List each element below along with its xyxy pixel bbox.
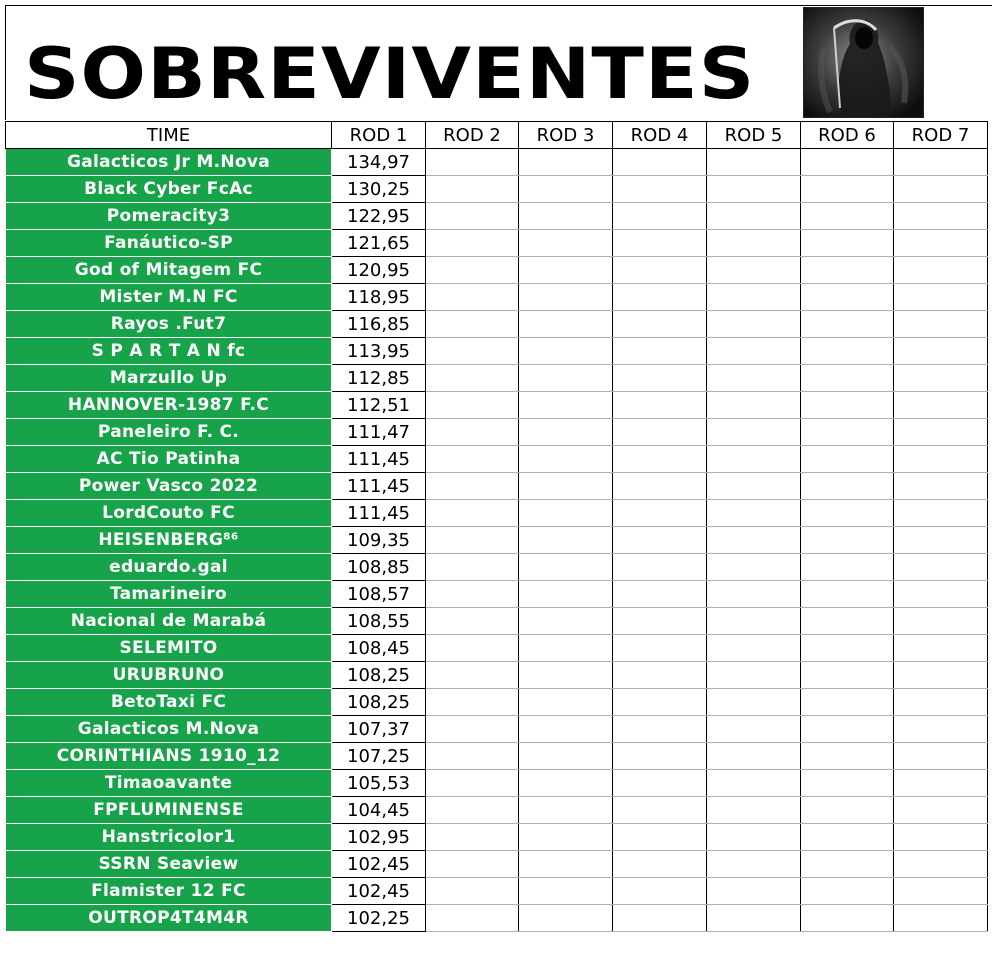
table-row	[6, 365, 988, 392]
grim-reaper-image	[803, 7, 924, 118]
rod4-score-cell[interactable]	[613, 176, 707, 203]
table-row	[6, 770, 988, 797]
rod2-score-cell[interactable]	[426, 635, 519, 662]
rod3-score-cell[interactable]	[519, 446, 613, 473]
rod5-score-cell[interactable]	[707, 716, 801, 743]
rod4-score-cell[interactable]	[613, 608, 707, 635]
rod6-score-cell[interactable]	[801, 608, 894, 635]
rod1-score-cell[interactable]: 112,85	[332, 365, 426, 392]
rod2-score-cell[interactable]	[426, 824, 519, 851]
rod6-score-cell[interactable]	[801, 230, 894, 257]
column-header-time[interactable]: TIME	[6, 122, 332, 149]
rod4-score-cell[interactable]	[613, 554, 707, 581]
rod5-score-cell[interactable]	[707, 419, 801, 446]
rod3-score-cell[interactable]	[519, 770, 613, 797]
rod3-score-cell[interactable]	[519, 500, 613, 527]
rod7-score-cell[interactable]	[894, 905, 988, 932]
standings-table	[5, 121, 988, 932]
team-name-cell[interactable]: Galacticos Jr M.Nova	[6, 149, 332, 176]
rod2-score-cell[interactable]	[426, 851, 519, 878]
rod3-score-cell[interactable]	[519, 203, 613, 230]
table-row	[6, 689, 988, 716]
rod1-score-cell[interactable]: 134,97	[332, 149, 426, 176]
rod3-score-cell[interactable]	[519, 473, 613, 500]
rod7-score-cell[interactable]	[894, 500, 988, 527]
rod5-score-cell[interactable]	[707, 581, 801, 608]
rod5-score-cell[interactable]	[707, 338, 801, 365]
rod5-score-cell[interactable]	[707, 554, 801, 581]
rod4-score-cell[interactable]	[613, 635, 707, 662]
table-row	[6, 230, 988, 257]
rod2-score-cell[interactable]	[426, 608, 519, 635]
column-header-rod-2[interactable]: ROD 2	[426, 122, 519, 149]
rod1-score-cell[interactable]: 116,85	[332, 311, 426, 338]
table-row	[6, 662, 988, 689]
rod2-score-cell[interactable]	[426, 554, 519, 581]
rod2-score-cell[interactable]	[426, 878, 519, 905]
page-title: SOBREVIVENTES	[24, 33, 756, 115]
table-row	[6, 176, 988, 203]
table-row	[6, 878, 988, 905]
rod5-score-cell[interactable]	[707, 527, 801, 554]
table-row	[6, 527, 988, 554]
rod2-score-cell[interactable]	[426, 149, 519, 176]
rod2-score-cell[interactable]	[426, 365, 519, 392]
table-row	[6, 797, 988, 824]
rod7-score-cell[interactable]	[894, 689, 988, 716]
table-row	[6, 419, 988, 446]
rod4-score-cell[interactable]	[613, 662, 707, 689]
rod1-score-cell[interactable]: 102,95	[332, 824, 426, 851]
rod1-score-cell[interactable]: 102,45	[332, 851, 426, 878]
rod6-score-cell[interactable]	[801, 743, 894, 770]
rod2-score-cell[interactable]	[426, 284, 519, 311]
rod2-score-cell[interactable]	[426, 581, 519, 608]
table-row	[6, 392, 988, 419]
rod3-score-cell[interactable]	[519, 419, 613, 446]
rod1-score-cell[interactable]: 102,45	[332, 878, 426, 905]
rod7-score-cell[interactable]	[894, 554, 988, 581]
rod7-score-cell[interactable]	[894, 392, 988, 419]
rod1-score-cell[interactable]: 111,45	[332, 473, 426, 500]
rod2-score-cell[interactable]	[426, 419, 519, 446]
team-name-cell[interactable]: Flamister 12 FC	[6, 878, 332, 905]
team-name-cell[interactable]: Marzullo Up	[6, 365, 332, 392]
rod7-score-cell[interactable]	[894, 635, 988, 662]
rod1-score-cell[interactable]: 108,25	[332, 662, 426, 689]
rod2-score-cell[interactable]	[426, 257, 519, 284]
rod1-score-cell[interactable]: 102,25	[332, 905, 426, 932]
rod2-score-cell[interactable]	[426, 203, 519, 230]
rod4-score-cell[interactable]	[613, 878, 707, 905]
team-name-cell[interactable]: BetoTaxi FC	[6, 689, 332, 716]
rod2-score-cell[interactable]	[426, 392, 519, 419]
rod3-score-cell[interactable]	[519, 230, 613, 257]
rod3-score-cell[interactable]	[519, 581, 613, 608]
rod1-score-cell[interactable]: 111,45	[332, 446, 426, 473]
rod4-score-cell[interactable]	[613, 824, 707, 851]
rod4-score-cell[interactable]	[613, 905, 707, 932]
team-name-cell[interactable]: God of Mitagem FC	[6, 257, 332, 284]
rod1-score-cell[interactable]: 122,95	[332, 203, 426, 230]
team-name-cell[interactable]: HANNOVER-1987 F.C	[6, 392, 332, 419]
team-name-cell[interactable]: S P A R T A N fc	[6, 338, 332, 365]
team-name-cell[interactable]: Tamarineiro	[6, 581, 332, 608]
rod6-score-cell[interactable]	[801, 770, 894, 797]
rod1-score-cell[interactable]: 118,95	[332, 284, 426, 311]
column-header-rod-5[interactable]: ROD 5	[707, 122, 801, 149]
rod6-score-cell[interactable]	[801, 878, 894, 905]
team-name-cell[interactable]: OUTROP4T4M4R	[6, 905, 332, 932]
rod4-score-cell[interactable]	[613, 473, 707, 500]
rod7-score-cell[interactable]	[894, 365, 988, 392]
rod3-score-cell[interactable]	[519, 689, 613, 716]
rod6-score-cell[interactable]	[801, 473, 894, 500]
rod3-score-cell[interactable]	[519, 797, 613, 824]
rod4-score-cell[interactable]	[613, 716, 707, 743]
column-header-rod-1[interactable]: ROD 1	[332, 122, 426, 149]
rod3-score-cell[interactable]	[519, 635, 613, 662]
rod5-score-cell[interactable]	[707, 635, 801, 662]
rod6-score-cell[interactable]	[801, 392, 894, 419]
rod1-score-cell[interactable]: 130,25	[332, 176, 426, 203]
rod4-score-cell[interactable]	[613, 419, 707, 446]
grim-reaper-icon	[804, 8, 924, 118]
team-name-cell[interactable]: eduardo.gal	[6, 554, 332, 581]
rod7-score-cell[interactable]	[894, 311, 988, 338]
rod5-score-cell[interactable]	[707, 851, 801, 878]
team-name-cell[interactable]: Mister M.N FC	[6, 284, 332, 311]
rod6-score-cell[interactable]	[801, 851, 894, 878]
rod1-score-cell[interactable]: 111,47	[332, 419, 426, 446]
rod1-score-cell[interactable]: 107,37	[332, 716, 426, 743]
table-row	[6, 257, 988, 284]
rod2-score-cell[interactable]	[426, 500, 519, 527]
team-name-cell[interactable]: Timaoavante	[6, 770, 332, 797]
rod6-score-cell[interactable]	[801, 662, 894, 689]
table-row	[6, 500, 988, 527]
column-header-rod-3[interactable]: ROD 3	[519, 122, 613, 149]
team-name-cell[interactable]: Black Cyber FcAc	[6, 176, 332, 203]
rod5-score-cell[interactable]	[707, 878, 801, 905]
rod2-score-cell[interactable]	[426, 473, 519, 500]
rod4-score-cell[interactable]	[613, 797, 707, 824]
table-row	[6, 203, 988, 230]
rod1-score-cell[interactable]: 113,95	[332, 338, 426, 365]
table-row	[6, 743, 988, 770]
team-name-cell[interactable]: Fanáutico-SP	[6, 230, 332, 257]
table-row	[6, 608, 988, 635]
table-row	[6, 311, 988, 338]
rod6-score-cell[interactable]	[801, 797, 894, 824]
rod5-score-cell[interactable]	[707, 824, 801, 851]
rod6-score-cell[interactable]	[801, 149, 894, 176]
rod1-score-cell[interactable]: 105,53	[332, 770, 426, 797]
rod7-score-cell[interactable]	[894, 338, 988, 365]
rod4-score-cell[interactable]	[613, 284, 707, 311]
column-header-rod-7[interactable]: ROD 7	[894, 122, 988, 149]
rod5-score-cell[interactable]	[707, 689, 801, 716]
table-row	[6, 284, 988, 311]
rod7-score-cell[interactable]	[894, 662, 988, 689]
rod2-score-cell[interactable]	[426, 230, 519, 257]
team-name-cell[interactable]: LordCouto FC	[6, 500, 332, 527]
rod4-score-cell[interactable]	[613, 581, 707, 608]
rod2-score-cell[interactable]	[426, 338, 519, 365]
rod7-score-cell[interactable]	[894, 446, 988, 473]
rod2-score-cell[interactable]	[426, 797, 519, 824]
rod1-score-cell[interactable]: 108,25	[332, 689, 426, 716]
team-name-cell[interactable]: Galacticos M.Nova	[6, 716, 332, 743]
table-row	[6, 338, 988, 365]
rod6-score-cell[interactable]	[801, 257, 894, 284]
rod5-score-cell[interactable]	[707, 905, 801, 932]
table-row	[6, 554, 988, 581]
table-row	[6, 149, 988, 176]
rod7-score-cell[interactable]	[894, 284, 988, 311]
rod2-score-cell[interactable]	[426, 527, 519, 554]
team-name-cell[interactable]: Hanstricolor1	[6, 824, 332, 851]
rod1-score-cell[interactable]: 108,57	[332, 581, 426, 608]
rod5-score-cell[interactable]	[707, 365, 801, 392]
rod3-score-cell[interactable]	[519, 554, 613, 581]
rod4-score-cell[interactable]	[613, 149, 707, 176]
rod7-score-cell[interactable]	[894, 230, 988, 257]
table-row	[6, 635, 988, 662]
table-row	[6, 716, 988, 743]
rod2-score-cell[interactable]	[426, 446, 519, 473]
rod4-score-cell[interactable]	[613, 689, 707, 716]
rod7-score-cell[interactable]	[894, 581, 988, 608]
rod6-score-cell[interactable]	[801, 581, 894, 608]
team-name-cell[interactable]: Nacional de Marabá	[6, 608, 332, 635]
rod6-score-cell[interactable]	[801, 689, 894, 716]
table-row	[6, 824, 988, 851]
rod4-score-cell[interactable]	[613, 743, 707, 770]
rod7-score-cell[interactable]	[894, 851, 988, 878]
table-row	[6, 446, 988, 473]
rod6-score-cell[interactable]	[801, 635, 894, 662]
rod6-score-cell[interactable]	[801, 284, 894, 311]
rod5-score-cell[interactable]	[707, 797, 801, 824]
rod4-score-cell[interactable]	[613, 446, 707, 473]
rod3-score-cell[interactable]	[519, 392, 613, 419]
rod3-score-cell[interactable]	[519, 176, 613, 203]
rod7-score-cell[interactable]	[894, 797, 988, 824]
rod1-score-cell[interactable]: 108,85	[332, 554, 426, 581]
rod6-score-cell[interactable]	[801, 554, 894, 581]
rod6-score-cell[interactable]	[801, 824, 894, 851]
rod5-score-cell[interactable]	[707, 176, 801, 203]
rod7-score-cell[interactable]	[894, 743, 988, 770]
rod5-score-cell[interactable]	[707, 608, 801, 635]
column-header-rod-4[interactable]: ROD 4	[613, 122, 707, 149]
rod6-score-cell[interactable]	[801, 176, 894, 203]
rod3-score-cell[interactable]	[519, 716, 613, 743]
rod4-score-cell[interactable]	[613, 770, 707, 797]
rod4-score-cell[interactable]	[613, 527, 707, 554]
rod6-score-cell[interactable]	[801, 527, 894, 554]
rod3-score-cell[interactable]	[519, 338, 613, 365]
rod5-score-cell[interactable]	[707, 446, 801, 473]
rod7-score-cell[interactable]	[894, 527, 988, 554]
rod7-score-cell[interactable]	[894, 473, 988, 500]
rod7-score-cell[interactable]	[894, 770, 988, 797]
rod7-score-cell[interactable]	[894, 608, 988, 635]
rod3-score-cell[interactable]	[519, 662, 613, 689]
rod5-score-cell[interactable]	[707, 743, 801, 770]
rod4-score-cell[interactable]	[613, 338, 707, 365]
team-name-cell[interactable]: CORINTHIANS 1910_12	[6, 743, 332, 770]
rod4-score-cell[interactable]	[613, 851, 707, 878]
rod6-score-cell[interactable]	[801, 419, 894, 446]
rod7-score-cell[interactable]	[894, 176, 988, 203]
rod4-score-cell[interactable]	[613, 500, 707, 527]
table-body	[6, 149, 988, 932]
rod7-score-cell[interactable]	[894, 824, 988, 851]
rod2-score-cell[interactable]	[426, 311, 519, 338]
rod3-score-cell[interactable]	[519, 257, 613, 284]
rod5-score-cell[interactable]	[707, 662, 801, 689]
rod1-score-cell[interactable]: 108,55	[332, 608, 426, 635]
rod4-score-cell[interactable]	[613, 230, 707, 257]
rod7-score-cell[interactable]	[894, 419, 988, 446]
rod1-score-cell[interactable]: 121,65	[332, 230, 426, 257]
team-name-cell[interactable]: FPFLUMINENSE	[6, 797, 332, 824]
team-name-cell[interactable]: HEISENBERG⁸⁶	[6, 527, 332, 554]
rod5-score-cell[interactable]	[707, 392, 801, 419]
rod4-score-cell[interactable]	[613, 311, 707, 338]
rod1-score-cell[interactable]: 109,35	[332, 527, 426, 554]
rod3-score-cell[interactable]	[519, 284, 613, 311]
rod2-score-cell[interactable]	[426, 716, 519, 743]
rod1-score-cell[interactable]: 120,95	[332, 257, 426, 284]
rod5-score-cell[interactable]	[707, 500, 801, 527]
team-name-cell[interactable]: Rayos .Fut7	[6, 311, 332, 338]
team-name-cell[interactable]: AC Tio Patinha	[6, 446, 332, 473]
rod7-score-cell[interactable]	[894, 149, 988, 176]
rod2-score-cell[interactable]	[426, 662, 519, 689]
rod2-score-cell[interactable]	[426, 743, 519, 770]
rod1-score-cell[interactable]: 107,25	[332, 743, 426, 770]
rod6-score-cell[interactable]	[801, 338, 894, 365]
rod2-score-cell[interactable]	[426, 905, 519, 932]
table-row	[6, 581, 988, 608]
rod4-score-cell[interactable]	[613, 257, 707, 284]
team-name-cell[interactable]: SSRN Seaview	[6, 851, 332, 878]
table-row	[6, 851, 988, 878]
rod7-score-cell[interactable]	[894, 716, 988, 743]
rod2-score-cell[interactable]	[426, 176, 519, 203]
rod5-score-cell[interactable]	[707, 311, 801, 338]
rod7-score-cell[interactable]	[894, 203, 988, 230]
rod7-score-cell[interactable]	[894, 257, 988, 284]
rod2-score-cell[interactable]	[426, 770, 519, 797]
rod3-score-cell[interactable]	[519, 851, 613, 878]
rod6-score-cell[interactable]	[801, 311, 894, 338]
rod6-score-cell[interactable]	[801, 365, 894, 392]
rod1-score-cell[interactable]: 108,45	[332, 635, 426, 662]
rod1-score-cell[interactable]: 104,45	[332, 797, 426, 824]
rod2-score-cell[interactable]	[426, 689, 519, 716]
header-row	[6, 122, 988, 149]
rod6-score-cell[interactable]	[801, 500, 894, 527]
table-row	[6, 473, 988, 500]
rod3-score-cell[interactable]	[519, 365, 613, 392]
column-header-rod-6[interactable]: ROD 6	[801, 122, 894, 149]
rod7-score-cell[interactable]	[894, 878, 988, 905]
team-name-cell[interactable]: SELEMITO	[6, 635, 332, 662]
rod4-score-cell[interactable]	[613, 392, 707, 419]
team-name-cell[interactable]: Paneleiro F. C.	[6, 419, 332, 446]
rod5-score-cell[interactable]	[707, 473, 801, 500]
rod5-score-cell[interactable]	[707, 257, 801, 284]
rod3-score-cell[interactable]	[519, 824, 613, 851]
rod6-score-cell[interactable]	[801, 716, 894, 743]
rod5-score-cell[interactable]	[707, 284, 801, 311]
team-name-cell[interactable]: Power Vasco 2022	[6, 473, 332, 500]
rod5-score-cell[interactable]	[707, 149, 801, 176]
rod4-score-cell[interactable]	[613, 365, 707, 392]
rod4-score-cell[interactable]	[613, 203, 707, 230]
rod5-score-cell[interactable]	[707, 230, 801, 257]
rod1-score-cell[interactable]: 111,45	[332, 500, 426, 527]
rod3-score-cell[interactable]	[519, 149, 613, 176]
rod3-score-cell[interactable]	[519, 527, 613, 554]
table-row	[6, 905, 988, 932]
rod3-score-cell[interactable]	[519, 311, 613, 338]
rod3-score-cell[interactable]	[519, 878, 613, 905]
rod6-score-cell[interactable]	[801, 905, 894, 932]
rod5-score-cell[interactable]	[707, 203, 801, 230]
rod3-score-cell[interactable]	[519, 608, 613, 635]
team-name-cell[interactable]: URUBRUNO	[6, 662, 332, 689]
rod6-score-cell[interactable]	[801, 203, 894, 230]
rod3-score-cell[interactable]	[519, 905, 613, 932]
rod6-score-cell[interactable]	[801, 446, 894, 473]
rod1-score-cell[interactable]: 112,51	[332, 392, 426, 419]
team-name-cell[interactable]: Pomeracity3	[6, 203, 332, 230]
rod5-score-cell[interactable]	[707, 770, 801, 797]
rod3-score-cell[interactable]	[519, 743, 613, 770]
